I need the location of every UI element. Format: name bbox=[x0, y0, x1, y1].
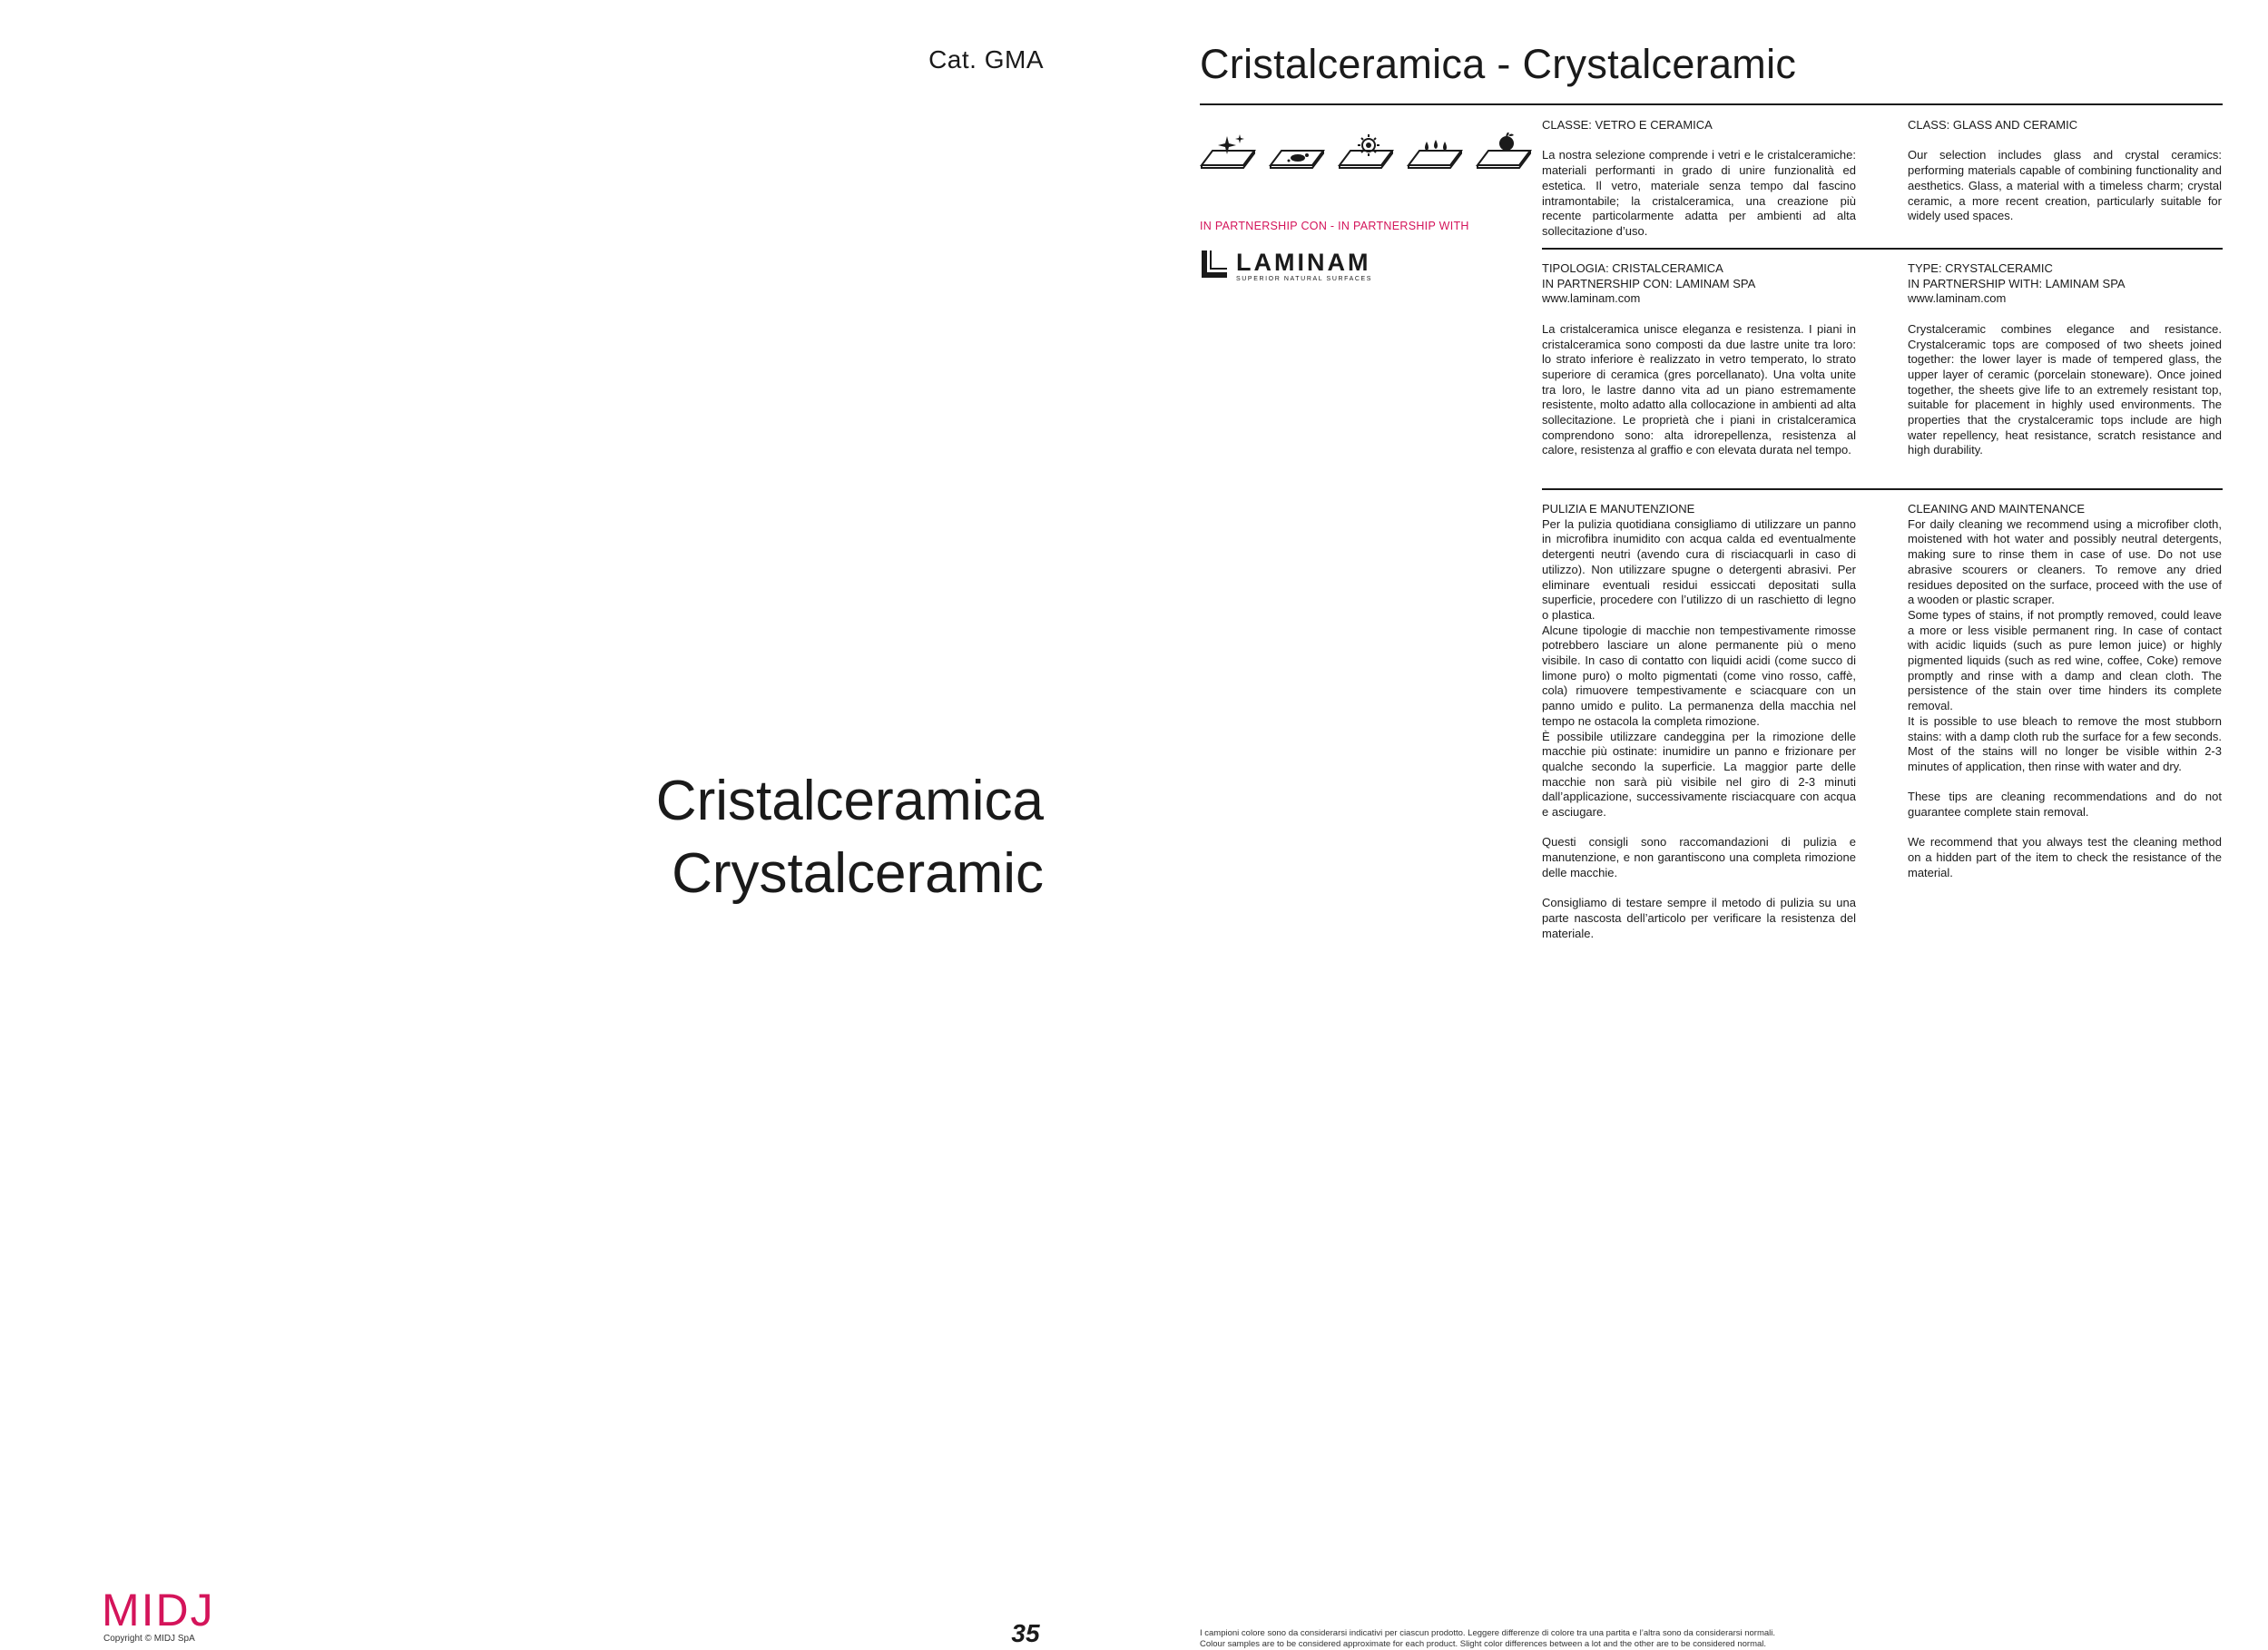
section2-it-heading-1: TIPOLOGIA: CRISTALCERAMICA bbox=[1542, 261, 1723, 275]
heat-surface-icon bbox=[1338, 133, 1394, 169]
big-title-line-1: Cristalceramica bbox=[655, 770, 1044, 832]
title-divider bbox=[1200, 103, 2223, 105]
section3-en-note-1: These tips are cleaning recommendations and do not guarantee complete stain removal. bbox=[1908, 790, 2222, 820]
section3-it-note-2: Consigliamo di testare sempre il metodo di pulizia su una parte nascosta dell’articolo per verificare la resistenza del materiale. bbox=[1542, 896, 1856, 940]
catalog-label: Cat. GMA bbox=[928, 45, 1044, 74]
section3-en-heading: CLEANING AND MAINTENANCE bbox=[1908, 502, 2086, 516]
section1-it-heading: CLASSE: VETRO E CERAMICA bbox=[1542, 118, 1713, 132]
section1-divider bbox=[1542, 248, 2223, 250]
section3-en-note-2: We recommend that you always test the cleaning method on a hidden part of the item to check the resistance of the material. bbox=[1908, 835, 2222, 879]
midj-logo-text: MIDJ bbox=[102, 1589, 211, 1629]
section3-it-note-1: Questi consigli sono raccomandazioni di pulizia e manutenzione, e non garantiscono una completa rimozione delle macchie. bbox=[1542, 835, 1856, 879]
section2-divider bbox=[1542, 488, 2223, 490]
footnote-en: Colour samples are to be considered approximate for each product. Slight color differences between a lot and the other are to be considered normal. bbox=[1200, 1639, 1767, 1649]
section3-it-paragraph-3: È possibile utilizzare candeggina per la rimozione delle macchie più ostinate: inumidire un panno e frizionare per qualche secondo la superficie. La maggior parte delle macchie non sarà più visibile nel giro di 2-3 minuti dall’applicazione, successivamente risciacquare con acqua e asciugare. bbox=[1542, 729, 1856, 820]
partnership-label: IN PARTNERSHIP CON - IN PARTNERSHIP WITH bbox=[1200, 220, 1469, 232]
laminam-logo-tagline: SUPERIOR NATURAL SURFACES bbox=[1236, 276, 1373, 282]
section1-it bbox=[1542, 118, 1856, 240]
water-drops-surface-icon bbox=[1407, 133, 1463, 169]
section2-en bbox=[1908, 261, 2222, 458]
section3-it-paragraph-1: Per la pulizia quotidiana consigliamo di utilizzare un panno in microfibra inumidito con acqua calda ed eventualmente detergenti neutri (avendo cura di risciacquarli in caso di utilizzo). Non utilizzare spugne o detergenti abrasivi. Per eliminare eventuali residui essiccati depositati sulla superficie, procedere con l’utilizzo di un raschietto di legno o plastica. bbox=[1542, 516, 1856, 622]
section1-en-heading: CLASS: GLASS AND CERAMIC bbox=[1908, 118, 2078, 132]
footnote bbox=[1200, 1628, 1775, 1650]
section2-en-text: Crystalceramic combines elegance and resistance. Crystalceramic tops are composed of two sheets joined together: the lower layer is made of tempered glass, the upper layer of ceramic (porcelain stoneware). Once joined together, the sheets give life to an extremely resistant top, suitable for placement in highly used environments. The properties that the crystalceramic tops include are high water repellency, heat resistance, scratch resistance and high durability. bbox=[1908, 321, 2222, 457]
section2-it bbox=[1542, 261, 1856, 458]
section2-it-heading-2: IN PARTNERSHIP CON: LAMINAM SPA bbox=[1542, 276, 1756, 290]
laminam-logo-text: LAMINAM bbox=[1236, 249, 1371, 276]
section1-it-text: La nostra selezione comprende i vetri e le cristalceramiche: materiali performanti in grado di unire funzionalità ed estetica. Il vetro, materiale senza tempo dal fascino intramontabile; la cristalceramica, una creazione più recente particolarmente adatta per ambienti ad alta sollecitazione d’uso. bbox=[1542, 148, 1856, 238]
section3-en-paragraph-2: Some types of stains, if not promptly removed, could leave a more or less visible permanent ring. In case of contact with acidic liquids (such as pure lemon juice) or highly pigmented liquids (such as red wine, coffee, Coke) remove promptly and rinse with a damp and clean cloth. The persistence of the stain over time hinders its complete removal. bbox=[1908, 607, 2222, 713]
laminam-logo bbox=[1200, 247, 1409, 288]
section2-it-website: www.laminam.com bbox=[1542, 291, 1641, 306]
section2-en-heading-2: IN PARTNERSHIP WITH: LAMINAM SPA bbox=[1908, 276, 2126, 290]
section2-en-heading-1: TYPE: CRYSTALCERAMIC bbox=[1908, 261, 2053, 275]
section3-it-paragraph-2: Alcune tipologie di macchie non tempestivamente rimosse potrebbero lasciare un alone permanente più o meno visibile. In caso di contatto con liquidi acidi (come succo di limone puro) o molto pigmentati (come vino rosso, caffè, cola) rimuovere tempestivamente e sciacquare con un panno umido e pulito. La permanenza della macchia nel tempo ne ostacola la completa rimozione. bbox=[1542, 623, 1856, 728]
page-number: 35 bbox=[1011, 1619, 1040, 1647]
copyright: Copyright © MIDJ SpA bbox=[103, 1634, 195, 1644]
footnote-it: I campioni colore sono da considerarsi indicativi per ciascun prodotto. Leggere differenze di colore tra una partita e l’altra sono da considerarsi normali. bbox=[1200, 1628, 1776, 1638]
apple-impact-surface-icon bbox=[1476, 133, 1532, 169]
section1-en bbox=[1908, 118, 2222, 224]
big-title-line-2: Crystalceramic bbox=[672, 842, 1044, 905]
section3-en-paragraph-1: For daily cleaning we recommend using a microfiber cloth, moistened with hot water and possibly neutral detergents, making sure to rinse them in case of use. Do not use abrasive scourers or cleaners. To remove any dried residues deposited on the surface, proceed with the use of a wooden or plastic scraper. bbox=[1908, 516, 2222, 607]
section3-it bbox=[1542, 502, 1856, 941]
section3-en-paragraph-3: It is possible to use bleach to remove the most stubborn stains: with a damp cloth rub the surface for a few seconds. Most of the stains will no longer be visible within 2-3 minutes of application, then rinse with water and dry. bbox=[1908, 713, 2222, 773]
section2-en-website: www.laminam.com bbox=[1908, 291, 2007, 306]
section3-en bbox=[1908, 502, 2222, 881]
section1-en-text: Our selection includes glass and crystal ceramics: performing materials capable of combining functionality and aesthetics. Glass, a material with a timeless charm; crystal ceramic, a more recent creation, particularly suitable for widely used spaces. bbox=[1908, 148, 2222, 223]
stain-surface-icon bbox=[1269, 133, 1325, 169]
page-big-title bbox=[318, 765, 1044, 910]
feature-icons bbox=[1200, 133, 1532, 169]
sparkle-surface-icon bbox=[1200, 133, 1256, 169]
midj-logo bbox=[102, 1589, 211, 1634]
section3-it-heading: PULIZIA E MANUTENZIONE bbox=[1542, 502, 1695, 516]
section-title: Cristalceramica - Crystalceramic bbox=[1200, 41, 1797, 87]
section2-it-text: La cristalceramica unisce eleganza e resistenza. I piani in cristalceramica sono composti da due lastre unite tra loro: lo strato inferiore è realizzato in vetro temperato, lo strato superiore di ceramica (gres porcellanato). Una volta unite tra loro, le lastre danno vita ad un piano estremamente resistente, molto adatto alla collocazione in ambienti ad alta sollecitazione. Le proprietà che i piani in cristalceramica comprendono sono: alta idrorepellenza, resistenza al calore, resistenza al graffio e con elevata durata nel tempo. bbox=[1542, 321, 1856, 457]
